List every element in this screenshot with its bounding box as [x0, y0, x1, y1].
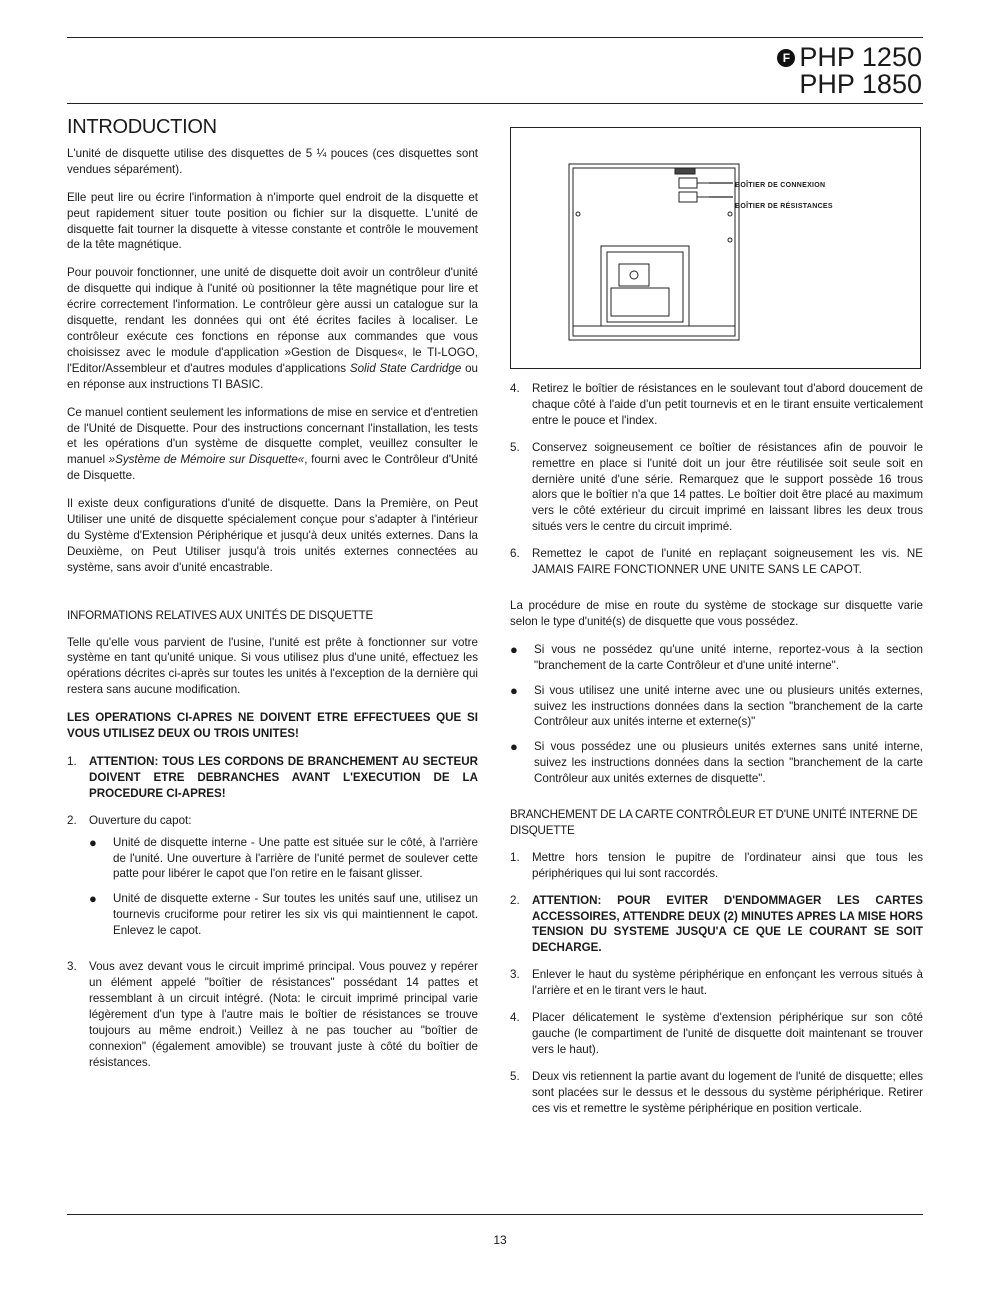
bullet-item — [510, 642, 923, 674]
item-text: Remettez le capot de l'unité en replaçant soigneusement les vis. NE JAMAIS FAIRE FONCTIONNER UNE UNITE SANS LE CAPOT. — [532, 547, 923, 577]
item-number: 5. — [510, 1069, 520, 1083]
paragraph-text: Ce manuel contient seulement les informations de mise en service et d'entretien de l'Unité de Disquette. Pour des instructions concernant l'installation, les tests et les opérations d'un système de disquette complet, veuillez consulter le manuel — [67, 405, 478, 467]
section-heading: BRANCHEMENT DE LA CARTE CONTRÔLEUR ET D'UNE UNITÉ INTERNE DE DISQUETTE — [510, 808, 918, 837]
bullet-item — [89, 835, 478, 883]
paragraph-text: ou en réponse aux instructions TI BASIC. — [67, 361, 478, 391]
paragraph — [67, 265, 478, 392]
paragraph: Il existe deux configurations d'unité de disquette. Dans la Première, on Peut Utiliser une unité de disquette spécialement conçue pour s'adapter à l'intérieur du Système d'Extension Périphérique et jusqu'à deux unités externes. Dans la Deuxième, on Peut Utiliser jusqu'à trois unités externes connectées au système, sans avoir d'unité encastrable. — [67, 497, 478, 574]
item-text: ATTENTION: TOUS LES CORDONS DE BRANCHEMENT AU SECTEUR DOIVENT ETRE DEBRANCHES AVANT L'EXECUTION DE LA PROCEDURE CI-APRES! — [89, 755, 478, 800]
resistor-box-label: BOÎTIER DE RÉSISTANCES — [735, 203, 833, 210]
list-item — [67, 813, 478, 948]
list-item — [510, 1010, 923, 1058]
item-text: Conservez soigneusement ce boîtier de résistances afin de pouvoir le remettre en place si l'unité doit un jour être réutilisée soit seule soit en dernière unité d'une série. Remarquez que le support possède 16 trous alors que le boîtier n'a que 14 pattes. Le boîtier doit être placé au maximum vers le côté extérieur du circuit imprimé en laissant libres les deux trous situés vers le centre du circuit imprimé. — [532, 440, 923, 534]
item-number: 2. — [510, 893, 520, 907]
item-number: 2. — [67, 813, 77, 827]
item-text: Retirez le boîtier de résistances en le soulevant tout d'abord doucement de chaque côté à l'aide d'un petit tournevis et en le tirant ensuite verticalement entre le pouce et l'index. — [532, 382, 923, 427]
model-header — [777, 44, 922, 98]
list-item — [510, 850, 923, 882]
paragraph: Telle qu'elle vous parvient de l'usine, l'unité est prête à fonctionner sur votre système en tant qu'unité unique. Si vous utilisez plus d'une unité, effectuez les opérations décrites ci-après sur toutes les unités à l'exception de la dernière qui restera sans aucune modification. — [67, 635, 478, 697]
bullet-text: Unité de disquette externe - Sur toutes les unités sauf une, utilisez un tournevis cruciforme pour retirer les six vis qui maintiennent le capot. Enlevez le capot. — [113, 892, 478, 938]
list-item — [510, 440, 923, 535]
list-item — [510, 1069, 923, 1117]
bullet-dot-icon: ● — [89, 891, 97, 907]
bullet-item — [510, 683, 923, 731]
bullet-dot-icon: ● — [89, 834, 97, 850]
item-text: Mettre hors tension le pupitre de l'ordinateur ainsi que tous les périphériques qui lui sont raccordés. — [532, 850, 923, 880]
model-name-2: PHP 1850 — [799, 69, 922, 99]
list-item — [67, 754, 478, 802]
paragraph — [67, 405, 478, 485]
item-text: Ouverture du capot: — [89, 813, 192, 827]
item-text: Deux vis retiennent la partie avant du logement de l'unité de disquette; elles sont placées sur le dessus et le dessous du système périphérique. Retirer ces vis et remettre le système périphérique en position verticale. — [532, 1069, 923, 1115]
footer-rule — [67, 1214, 923, 1215]
bullet-text: Unité de disquette interne - Une patte est située sur le côté, à l'arrière de l'unité. Une ouverture à l'arrière de l'unité permet de soulever cette patte pour libérer le capot que l'on retire en le faisant glisser. — [113, 835, 478, 881]
item-number: 4. — [510, 382, 520, 395]
bullet-text: Si vous utilisez une unité interne avec une ou plusieurs unités externes, suivez les instructions données dans la section "branchement de la carte Contrôleur aux unités interne et externe(s)" — [534, 683, 923, 729]
bullet-dot-icon: ● — [510, 641, 518, 657]
paragraph-text: Pour pouvoir fonctionner, une unité de disquette doit avoir un contrôleur d'unité de disquette qui indique à l'unité où positionner la tête magnétique pour lire et écrire correctement l'information. Le contrôleur gère aussi un catalogue sur la disquette, rendant les données qui ont été écrites faciles à localiser. Le contrôleur exécute ces fonctions en réponse aux commandes que vous choisissez avec le module d'application »Gestion de Disques«, le TI-LOGO, l'Editor/Assembleur et d'autres modules d'applications — [67, 266, 478, 375]
right-column — [510, 127, 923, 1128]
page-number: 13 — [493, 1233, 507, 1247]
bullet-item — [510, 739, 923, 787]
list-item — [510, 381, 923, 429]
bullet-text: Si vous ne possédez qu'une unité interne, reportez-vous à la section "branchement de la carte Contrôleur et d'une unité interne". — [534, 642, 923, 672]
top-rule — [67, 37, 923, 38]
list-item — [510, 893, 923, 957]
section-title-introduction: INTRODUCTION — [67, 116, 217, 138]
item-number: 4. — [510, 1011, 520, 1025]
bullet-dot-icon: ● — [510, 739, 518, 755]
paragraph: La procédure de mise en route du système de stockage sur disquette varie selon le type d'unité(s) de disquette que vous possédez. — [510, 598, 923, 628]
item-number: 6. — [510, 547, 520, 561]
model-name-1: PHP 1250 — [799, 42, 922, 72]
connector-box-label: BOÎTIER DE CONNEXION — [735, 182, 826, 189]
item-text: ATTENTION: POUR EVITER D'ENDOMMAGER LES CARTES ACCESSOIRES, ATTENDRE DEUX (2) MINUTES APRES LA MISE HORS TENSION DU SYSTEME JUSQU'A CE QUE LE COURANT SE SOIT DECHARGE. — [532, 893, 923, 955]
item-number: 3. — [67, 960, 77, 974]
language-badge: F — [777, 49, 795, 67]
item-number: 5. — [510, 440, 520, 454]
bullet-text: Si vous possédez une ou plusieurs unités externes sans unité interne, suivez les instructions données dans la section "branchement de la carte Contrôleur aux unités externes de disquette". — [534, 740, 923, 786]
item-number: 1. — [510, 850, 520, 864]
circuit-board-figure — [510, 127, 921, 369]
list-item — [67, 959, 478, 1070]
item-text: Placer délicatement le système d'extension périphérique sur son côté gauche (le compartiment de l'unité de disquette doit maintenant se trouver vers le haut). — [532, 1011, 923, 1056]
bullet-item — [89, 891, 478, 939]
section-heading: INFORMATIONS RELATIVES AUX UNITÉS DE DISQUETTE — [67, 608, 374, 622]
item-text: Vous avez devant vous le circuit imprimé principal. Vous pouvez y repérer un élément appelé "boîtier de résistances" possédant 14 pattes et ressemblant à un circuit intégré. (Nota: le circuit imprimé principal varie légèrement d'un type à l'autre mais le boîtier de résistances se trouve toujours au même endroit.) Veillez à ne pas toucher au "boîtier de connexion" (également amovible) se trouvant juste à côté du boîtier de résistances. — [89, 960, 478, 1069]
list-item — [510, 967, 923, 999]
circuit-board-illustration — [511, 128, 920, 368]
paragraph-text: , fourni avec le Contrôleur d'Unité de Disquette. — [67, 453, 478, 483]
list-item — [510, 546, 923, 578]
item-number: 3. — [510, 968, 520, 982]
emphasis-text: Solid State Cardridge — [349, 361, 462, 375]
paragraph: Elle peut lire ou écrire l'information à n'importe quel endroit de la disquette et peut rapidement situer toute position ou fichier sur la disquette. L'unité de disquette fait tourner la disquette à vitesse constante et contrôle le mouvement de la tête magnétique. — [67, 190, 478, 252]
item-number: 1. — [67, 755, 77, 768]
warning-text: LES OPERATIONS CI-APRES NE DOIVENT ETRE EFFECTUEES QUE SI VOUS UTILISEZ DEUX OU TROIS UNITES! — [67, 711, 478, 741]
left-column — [67, 116, 478, 1081]
item-text: Enlever le haut du système périphérique en enfonçant les verrous situés à l'arrière et en le tirant vers le haut. — [532, 968, 923, 998]
emphasis-text: »Système de Mémoire sur Disquette« — [108, 453, 305, 467]
bullet-dot-icon: ● — [510, 682, 518, 698]
header-rule — [67, 103, 923, 104]
paragraph: L'unité de disquette utilise des disquettes de 5 ¼ pouces (ces disquettes sont vendues séparément). — [67, 146, 478, 176]
